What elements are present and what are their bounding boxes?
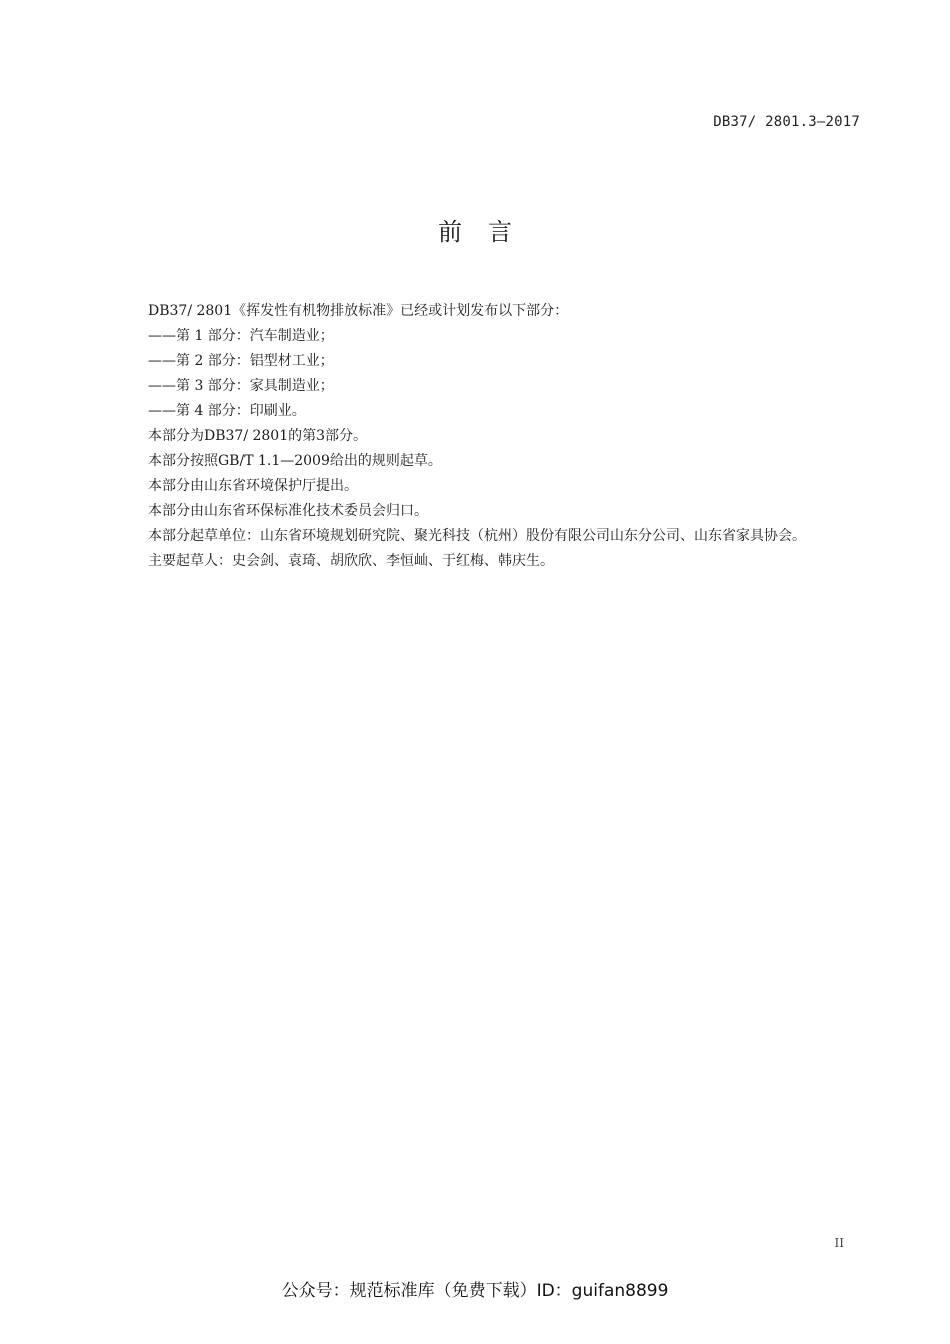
paragraph-drafting-rules: 本部分按照GB/T 1.1—2009给出的规则起草。 — [148, 453, 442, 469]
paragraph-drafting-units: 本部分起草单位：山东省环境规划研究院、聚光科技（杭州）股份有限公司山东分公司、山东省家具协会。 — [148, 528, 806, 544]
list-item-part-3: ——第 3 部分：家具制造业； — [148, 378, 334, 394]
paragraph-intro: DB37/ 2801《挥发性有机物排放标准》已经或计划发布以下部分： — [148, 303, 569, 319]
paragraph-administrator: 本部分由山东省环保标准化技术委员会归口。 — [148, 503, 428, 519]
page-number: II — [834, 1236, 844, 1250]
document-code: DB37/ 2801.3—2017 — [713, 114, 860, 130]
paragraph-part-statement: 本部分为DB37/ 2801的第3部分。 — [148, 428, 368, 444]
list-item-part-2: ——第 2 部分：铝型材工业； — [148, 353, 334, 369]
paragraph-proposer: 本部分由山东省环境保护厅提出。 — [148, 478, 358, 494]
list-item-part-1: ——第 1 部分：汽车制造业； — [148, 328, 334, 344]
list-item-part-4: ——第 4 部分：印刷业。 — [148, 403, 306, 419]
paragraph-drafters: 主要起草人：史会剑、袁琦、胡欣欣、李恒屾、于红梅、韩庆生。 — [148, 553, 554, 569]
page-title: 前言 — [438, 218, 538, 246]
foreword-body — [114, 299, 862, 574]
watermark-text: 公众号：规范标准库（免费下载）ID：guifan8899 — [281, 1281, 669, 1301]
